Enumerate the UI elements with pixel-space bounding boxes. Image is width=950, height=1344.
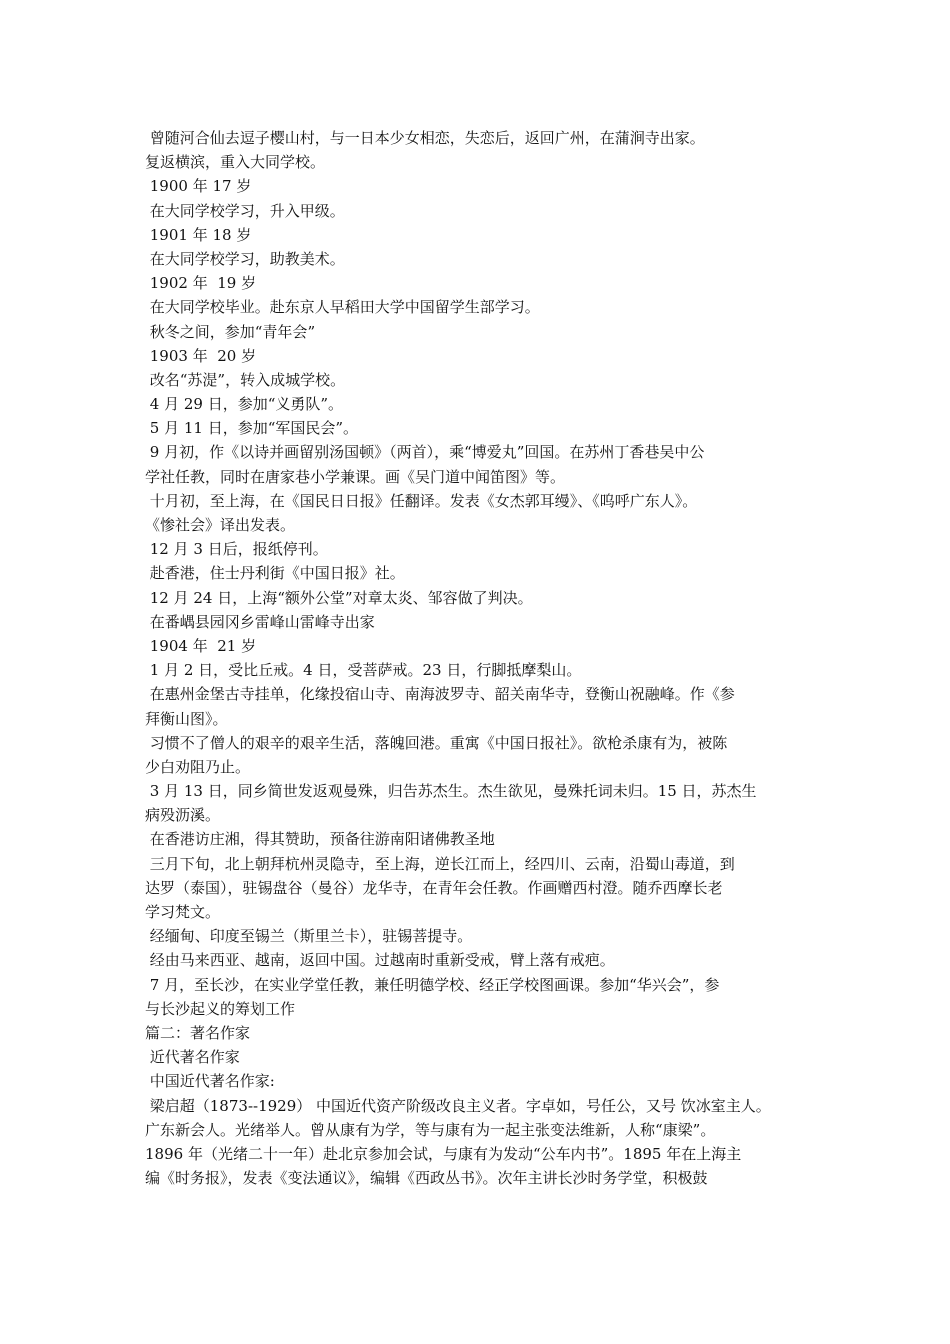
text-line: 编《时务报》，发表《变法通议》，编辑《西政丛书》。次年主讲长沙时务学堂，积极鼓	[145, 1169, 708, 1188]
text-line: 1 月 2 日，受比丘戒。4 日，受菩萨戒。23 日，行脚抵摩梨山。	[145, 661, 582, 680]
text-line: 3 月 13 日，同乡简世发返观曼殊，归告苏杰生。杰生欲见，曼殊托词未归。15 日，苏杰生	[145, 782, 757, 801]
text-line: 三月下旬，北上朝拜杭州灵隐寺，至上海，逆长江而上，经四川、云南，沿蜀山毒道，到	[145, 854, 735, 873]
text-line: 广东新会人。光绪举人。曾从康有为学，等与康有为一起主张变法维新，人称“康梁”。	[145, 1120, 716, 1139]
text-line: 中国近代著名作家:	[145, 1072, 275, 1091]
text-line: 习惯不了僧人的艰辛的艰辛生活，落魄回港。重寓《中国日报社》。欲枪杀康有为，被陈	[145, 733, 728, 752]
text-line: 在大同学校学习，助教美术。	[145, 249, 345, 268]
text-line: 曾随河合仙去逗子樱山村，与一日本少女相恋，失恋后，返回广州，在蒲涧寺出家。	[145, 129, 705, 147]
text-line: 十月初，至上海，在《国民日日报》任翻译。发表《女杰郭耳缦》、《呜呼广东人》。	[145, 491, 698, 510]
text-line: 学社任教，同时在唐家巷小学兼课。画《吴门道中闻笛图》等。	[145, 467, 566, 486]
text-line: 在大同学校学习，升入甲级。	[145, 201, 345, 220]
text-line: 少白劝阻乃止。	[145, 757, 251, 776]
text-line: 1900 年 17 岁	[145, 177, 252, 196]
text-line: 4 月 29 日，参加“义勇队”。	[145, 395, 344, 414]
text-line: 与长沙起义的筹划工作	[145, 999, 296, 1018]
text-line: 7 月，至长沙，在实业学堂任教，兼任明德学校、经正学校图画课。参加“华兴会”，参	[145, 975, 720, 994]
text-line: 达罗（泰国），驻锡盘谷（曼谷）龙华寺，在青年会任教。作画赠西村澄。随乔西摩长老	[145, 878, 723, 897]
text-line: 1901 年 18 岁	[145, 225, 252, 244]
text-line: 9 月初，作《以诗并画留别汤国顿》（两首），乘“博爱丸”回国。在苏州丁香巷吴中公	[145, 443, 705, 462]
text-line: 1902 年 19 岁	[145, 274, 257, 293]
text-line: 1904 年 21 岁	[145, 636, 257, 655]
text-line: 在惠州金堡古寺挂单，化缘投宿山寺、南海波罗寺、韶关南华寺，登衡山祝融峰。作《参	[145, 685, 735, 704]
text-line: 近代著名作家	[145, 1048, 240, 1067]
text-line: 经缅甸、印度至锡兰（斯里兰卡），驻锡菩提寺。	[145, 927, 473, 946]
document-body	[145, 126, 825, 1190]
section-heading: 篇二：著名作家	[145, 1023, 251, 1042]
text-line: 复返横滨，重入大同学校。	[145, 153, 326, 172]
text-line: 1896 年（光绪二十一年）赴北京参加会试，与康有为发动“公车内书”。1895 年在上海主	[145, 1144, 742, 1163]
text-line: 12 月 24 日，上海“额外公堂”对章太炎、邹容做了判决。	[145, 588, 533, 607]
text-line: 12 月 3 日后，报纸停刊。	[145, 540, 328, 559]
text-line: 在香港访庄湘，得其赞助，预备往游南阳诸佛教圣地	[145, 830, 495, 849]
text-line: 梁启超（1873--1929） 中国近代资产阶级改良主义者。字卓如，号任公，又号 饮冰室主人。	[145, 1096, 771, 1115]
text-line: 在番嵎县园冈乡雷峰山雷峰寺出家	[145, 612, 375, 631]
text-line: 赴香港，住士丹利街《中国日报》社。	[145, 564, 405, 583]
text-line: 秋冬之间，参加“青年会”	[145, 322, 316, 341]
text-line: 改名“苏湜”，转入成城学校。	[145, 370, 346, 389]
text-line: 经由马来西亚、越南，返回中国。过越南时重新受戒，臂上落有戒疤。	[145, 951, 615, 970]
text-line: 拜衡山图》。	[145, 709, 228, 728]
text-line: 1903 年 20 岁	[145, 346, 257, 365]
text-line: 在大同学校毕业。赴东京人早稻田大学中国留学生部学习。	[145, 298, 540, 317]
text-line: 5 月 11 日，参加“军国民会”。	[145, 419, 359, 438]
text-line: 学习梵文。	[145, 903, 221, 921]
text-line: 《惨社会》译出发表。	[145, 516, 296, 534]
text-line: 病殁沥溪。	[145, 806, 221, 825]
